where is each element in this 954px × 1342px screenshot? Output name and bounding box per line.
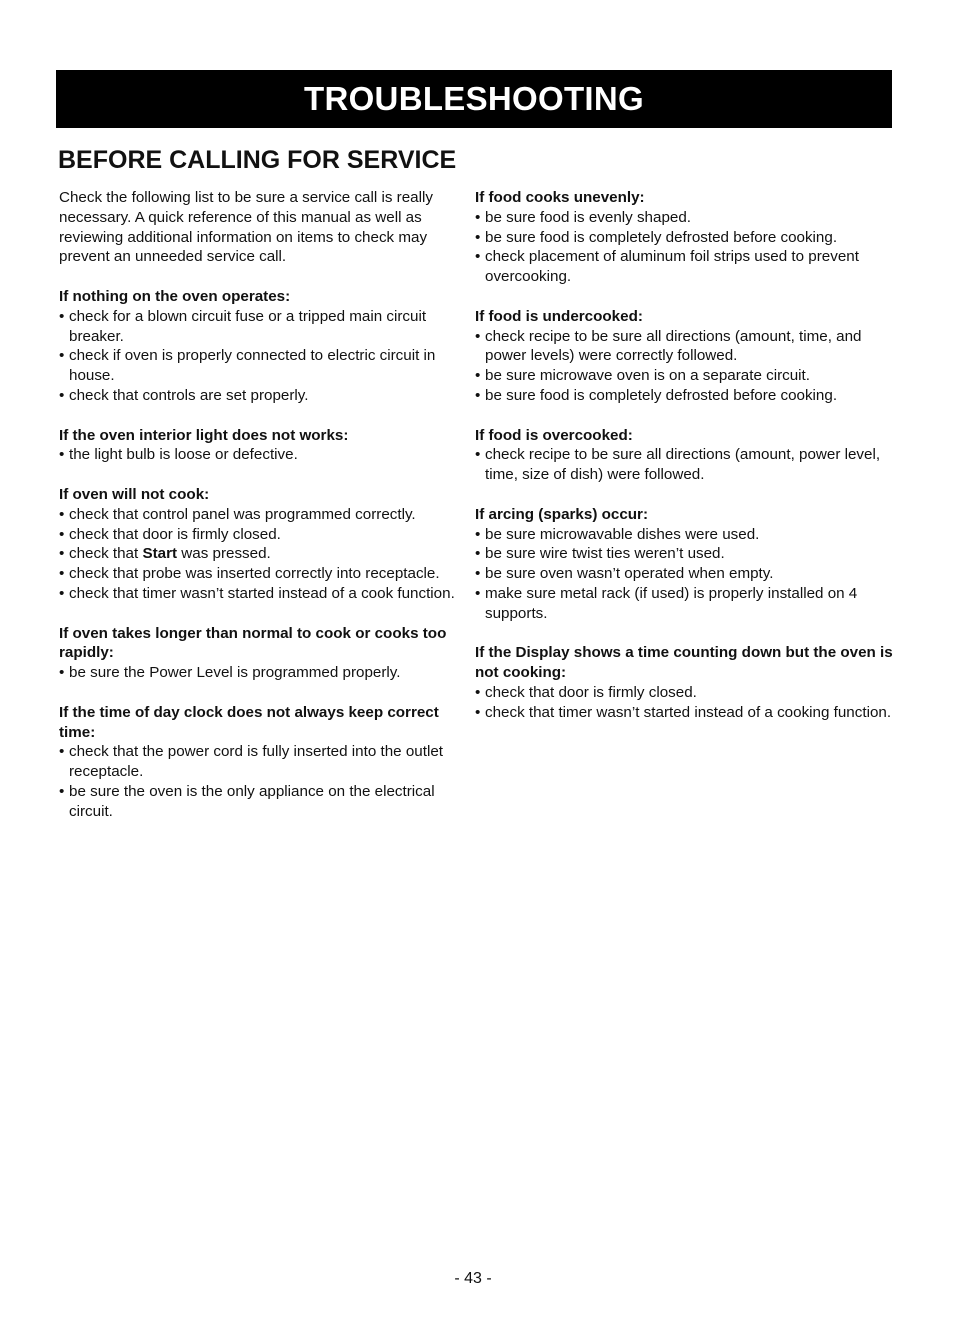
list-item: • check that timer wasn’t started instead of a cook function. [59, 584, 459, 604]
bullet-list [59, 663, 459, 683]
list-item: • check that timer wasn’t started instead of a cooking function. [475, 703, 900, 723]
intro-paragraph: Check the following list to be sure a service call is really necessary. A quick reference of this manual as well as reviewing additional information on items to check may prevent an unneeded service call. [59, 189, 433, 266]
bullet-list [475, 327, 900, 406]
list-item: • check if oven is properly connected to electric circuit in house. [59, 346, 459, 386]
group-heading: If the Display shows a time counting down but the oven is not cooking: [475, 644, 893, 682]
list-item: • check recipe to be sure all directions (amount, power level, time, size of dish) were followed. [475, 445, 900, 485]
list-item: • be sure food is evenly shaped. [475, 208, 900, 228]
troubleshooting-banner [56, 70, 892, 128]
right-column [475, 188, 900, 742]
group-heading: If arcing (sparks) occur: [475, 505, 649, 523]
troubleshooting-group [475, 188, 900, 287]
list-item: • check placement of aluminum foil strips used to prevent overcooking. [475, 247, 900, 287]
bullet-list [59, 505, 459, 604]
list-item: • check recipe to be sure all directions (amount, time, and power levels) were correctly followed. [475, 327, 900, 367]
group-heading: If the oven interior light does not works: [59, 426, 349, 444]
list-item: • be sure microwavable dishes were used. [475, 525, 900, 545]
group-heading: If food cooks unevenly: [475, 189, 645, 206]
list-item: • check that the power cord is fully inserted into the outlet receptacle. [59, 742, 459, 782]
list-item-text: check that [69, 545, 143, 563]
troubleshooting-group [59, 287, 459, 406]
group-heading: If nothing on the oven operates: [59, 287, 291, 305]
list-item: • be sure the oven is the only appliance on the electrical circuit. [59, 782, 459, 822]
list-item: • check that door is firmly closed. [475, 683, 900, 703]
list-item: • be sure oven wasn’t operated when empty. [475, 564, 900, 584]
list-item: • be sure the Power Level is programmed properly. [59, 663, 459, 683]
list-item: • be sure food is completely defrosted before cooking. [475, 228, 900, 248]
list-item: • make sure metal rack (if used) is properly installed on 4 supports. [475, 584, 900, 624]
group-heading: If oven will not cook: [59, 485, 210, 503]
list-item: • be sure microwave oven is on a separate circuit. [475, 366, 900, 386]
banner-title: TROUBLESHOOTING [304, 80, 644, 117]
list-item: • check that door is firmly closed. [59, 525, 459, 545]
list-item [59, 544, 459, 564]
troubleshooting-group [59, 426, 459, 466]
list-item: • be sure food is completely defrosted before cooking. [475, 386, 900, 406]
start-keyword: Start [142, 545, 178, 563]
troubleshooting-group [59, 703, 459, 822]
troubleshooting-group [475, 643, 900, 722]
bullet-list [59, 742, 459, 821]
list-item-text: was pressed. [177, 545, 271, 563]
troubleshooting-group [59, 485, 459, 604]
list-item: • check for a blown circuit fuse or a tripped main circuit breaker. [59, 307, 459, 347]
bullet-list [475, 683, 900, 723]
left-column [59, 188, 459, 841]
group-heading: If food is overcooked: [475, 426, 633, 444]
list-item: • check that controls are set properly. [59, 386, 459, 406]
troubleshooting-group [475, 426, 900, 485]
bullet-list [475, 208, 900, 287]
troubleshooting-group [475, 505, 900, 624]
list-item: • check that control panel was programmed correctly. [59, 505, 459, 525]
group-heading: If oven takes longer than normal to cook or cooks too rapidly: [59, 624, 447, 662]
troubleshooting-group [475, 307, 900, 406]
group-heading: If the time of day clock does not always keep correct time: [59, 703, 439, 741]
left-groups [59, 287, 459, 822]
list-item: • be sure wire twist ties weren’t used. [475, 544, 900, 564]
bullet-list [475, 445, 900, 485]
bullet-list [59, 307, 459, 406]
troubleshooting-group [59, 624, 459, 683]
list-item: • check that probe was inserted correctly into receptacle. [59, 564, 459, 584]
group-heading: If food is undercooked: [475, 307, 643, 325]
bullet-list [475, 525, 900, 624]
right-groups [475, 188, 900, 723]
section-title: BEFORE CALLING FOR SERVICE [58, 146, 457, 174]
bullet-list [59, 445, 459, 465]
page-number: - 43 - [454, 1270, 492, 1287]
list-item: • the light bulb is loose or defective. [59, 445, 459, 465]
